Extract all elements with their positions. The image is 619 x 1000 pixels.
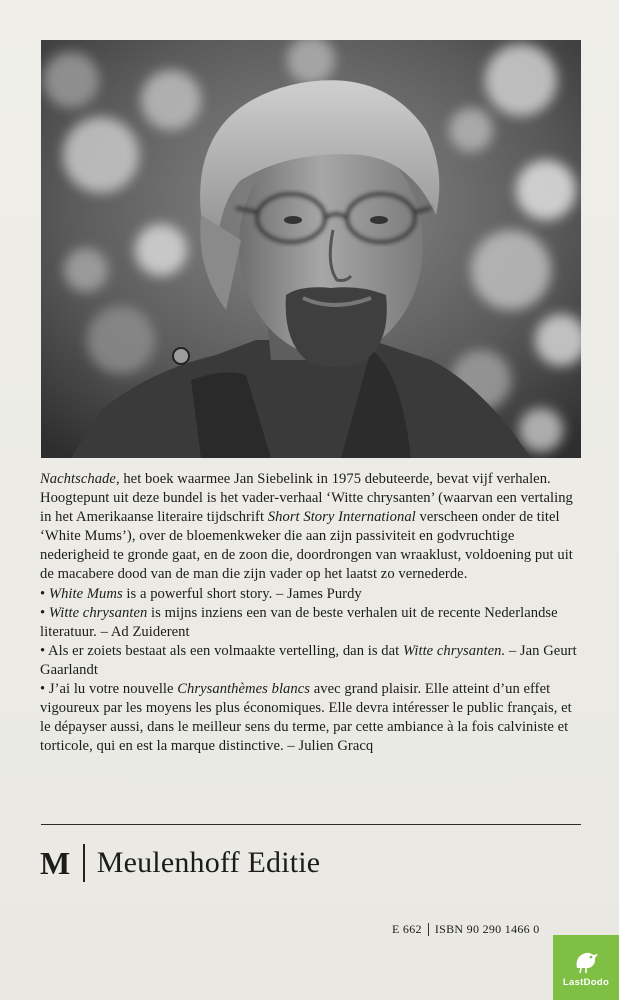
title-short-story-international: Short Story International [267,509,416,526]
catalog-code: E 662 [392,922,422,936]
publisher-divider [83,844,85,882]
blurb-text [40,470,585,756]
badge-label: LastDodo [562,976,610,988]
title-nachtschade: Nachtschade [40,471,116,487]
divider-rule [41,824,581,825]
blurb-paragraph: Nachtschade, het boek waarmee Jan Siebelink in 1975 debuteerde, bevat vijf verhalen. Hoogtepunt uit deze bundel is het vader-verhaal ‘Witte chrysanten’ (waarvan een vertaling in het Amerikaanse literaire tijdschrift Short Story International verscheen onder de titel ‘White Mums’), over de bloemenkweker die aan zijn passiviteit en godvruchtige nederigheid te gronde gaat, en de zoon die, doordrongen van wraaklust, voldoening put uit de macabere dood van de man die zijn vader op het laatst zo vernederde. [40,471,573,583]
coat-button-icon [173,348,189,364]
lastdodo-badge[interactable] [553,935,619,1000]
isbn-separator [428,923,429,936]
quote-jan-geurt-gaarlandt: • Als er zoiets bestaat als een volmaakte vertelling, dan is dat Witte chrysanten. – Jan Geurt Gaarlandt [40,642,577,678]
isbn-line [392,922,540,937]
quote-ad-zuiderent: • Witte chrysanten is mijns inziens een van de beste verhalen uit de recente Nederlandse literatuur. – Ad Zuiderent [40,604,558,640]
quote-julien-gracq: • J’ai lu votre nouvelle Chrysanthèmes blancs avec grand plaisir. Elle atteint d’un effet vigoureux par les moyens les plus économiques. Elle devra intéresser le public français, et le dépayser aussi, dans le meilleur sens du terme, par cette ambiance à la fois calviniste et torticole, qui en est la marque distinctive. – Julien Gracq [40,681,572,755]
author-photo [41,40,581,458]
quote-james-purdy: • White Mums is a powerful short story. – James Purdy [40,585,362,602]
publisher-logo [40,838,320,888]
publisher-name: Meulenhoff Editie [96,846,321,879]
bird-logo-icon [571,948,601,974]
isbn-number: ISBN 90 290 1466 0 [434,922,540,936]
publisher-mark: M [40,845,72,881]
author-portrait-image [41,40,581,458]
